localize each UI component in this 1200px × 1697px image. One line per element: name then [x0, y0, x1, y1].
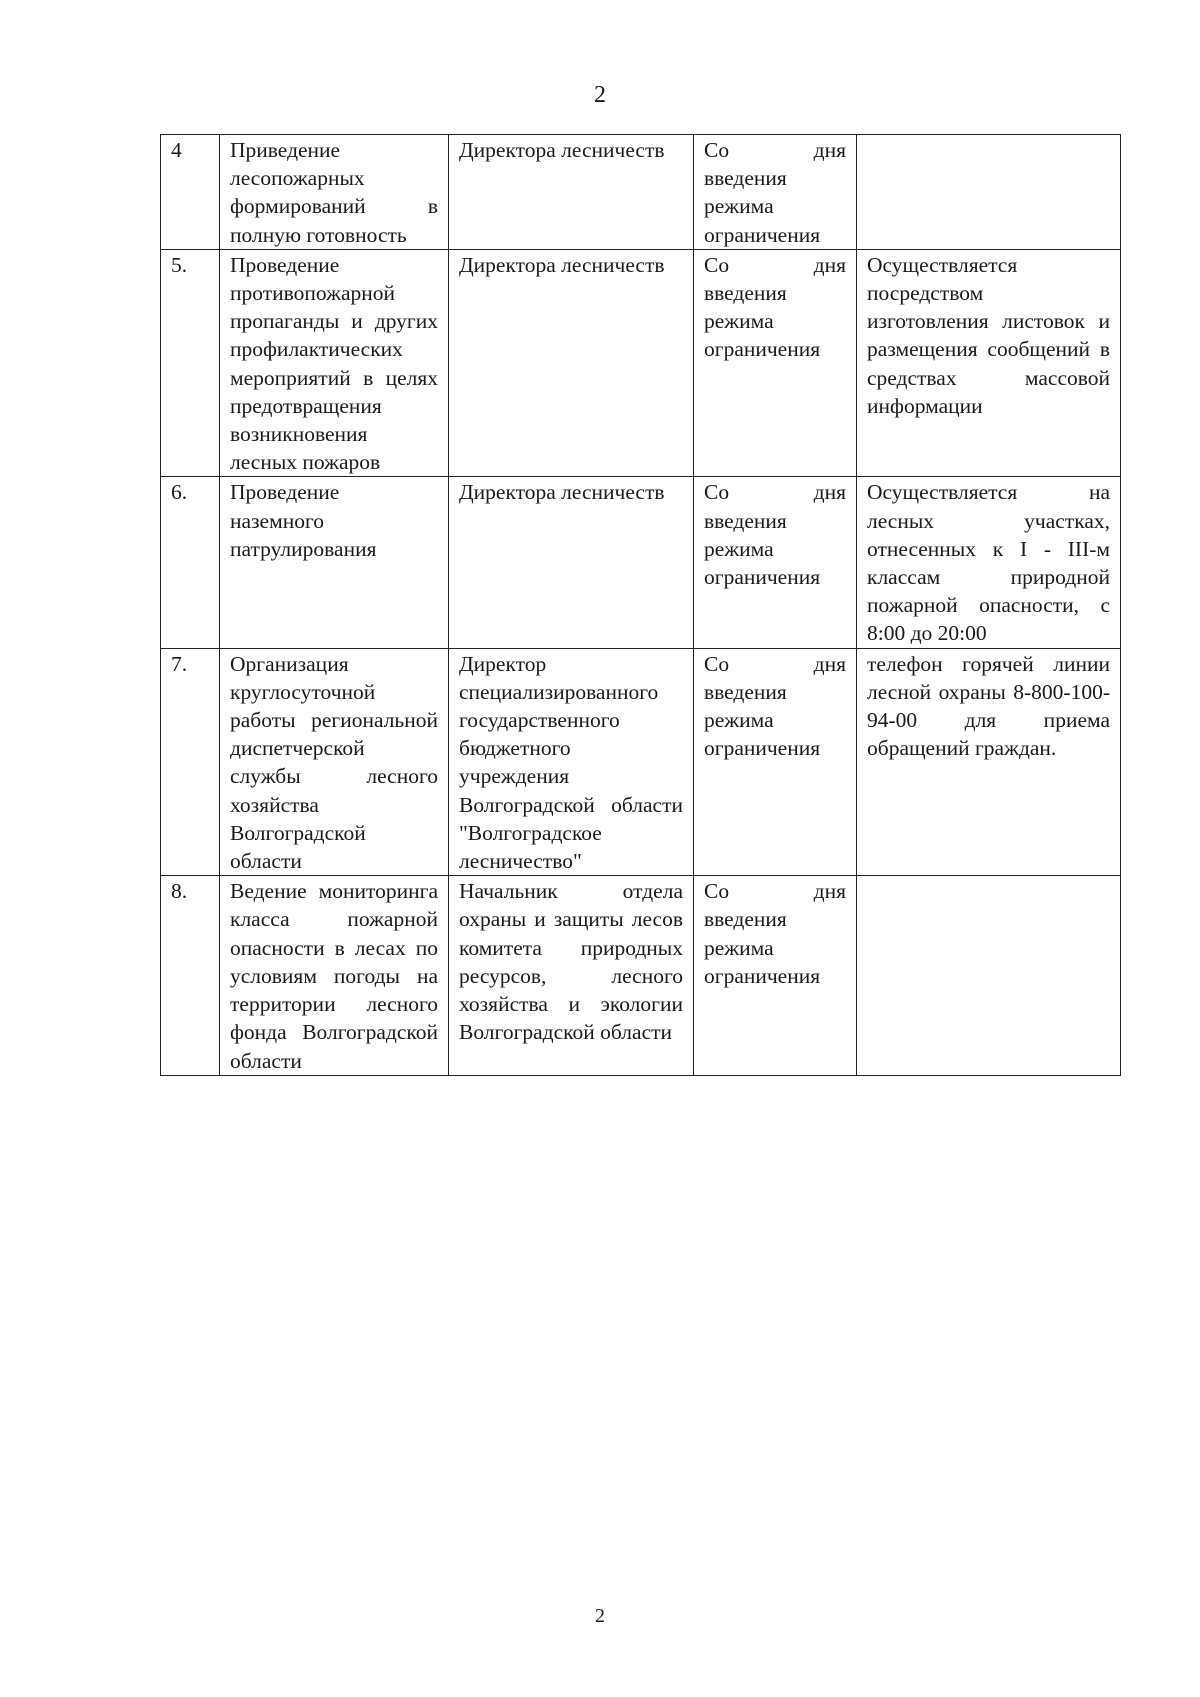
responsible-text: Начальник отдела охраны и защиты лесов комитета природных ресурсов, лесного хозяйства и экологии Волгоградской области — [459, 879, 683, 1045]
table-row — [161, 135, 1121, 250]
table-row — [161, 648, 1121, 876]
note-cell — [857, 249, 1121, 477]
term-text: Со дня введения режима ограничения — [704, 879, 846, 988]
row-number-cell — [161, 477, 220, 648]
measure-cell — [220, 477, 449, 648]
row-number: 4 — [171, 138, 182, 162]
measure-text: Проведение наземного патрулирования — [230, 480, 377, 561]
responsible-cell — [449, 876, 694, 1075]
term-cell — [694, 135, 857, 250]
measure-text: Организация круглосуточной работы региональной диспетчерской службы лесного хозяйства Волгоградской области — [230, 651, 438, 874]
note-text: Осуществляется посредством изготовления листовок и размещения сообщений в средствах массовой информации — [867, 252, 1110, 418]
term-text: Со дня введения режима ограничения — [704, 480, 846, 590]
measure-cell — [220, 648, 449, 876]
row-number-cell — [161, 876, 220, 1075]
page-number-bottom: 2 — [595, 1605, 605, 1627]
responsible-text: Директора лесничеств — [459, 138, 665, 162]
row-number: 8. — [171, 879, 188, 904]
note-text: Осуществляется на лесных участках, отнесенных к I - III-м классам природной пожарной опасности, с 8:00 до 20:00 — [867, 480, 1110, 646]
table-row — [161, 249, 1121, 477]
responsible-text: Директора лесничеств — [459, 252, 665, 277]
note-cell — [857, 648, 1121, 876]
responsible-cell — [449, 135, 694, 250]
row-number: 7. — [171, 651, 188, 676]
measure-text: Ведение мониторинга класса пожарной опасности в лесах по условиям погоды на территории лесного фонда Волгоградской области — [230, 879, 438, 1073]
term-cell — [694, 648, 857, 876]
row-number: 6. — [171, 480, 188, 505]
measure-text: Проведение противопожарной пропаганды и других профилактических мероприятий в целях предотвращения возникновения лесных пожаров — [230, 252, 438, 475]
row-number: 5. — [171, 252, 188, 277]
responsible-text: Директора лесничеств — [459, 480, 665, 505]
measures-table — [160, 134, 1121, 1076]
row-number-cell — [161, 249, 220, 477]
term-cell — [694, 249, 857, 477]
measure-cell — [220, 135, 449, 250]
table-row — [161, 876, 1121, 1075]
responsible-text: Директор специализированного государственного бюджетного учреждения Волгоградской области "Волгоградское лесничество" — [459, 651, 683, 874]
note-cell — [857, 477, 1121, 648]
term-text: Со дня введения режима ограничения — [704, 252, 846, 362]
note-cell — [857, 135, 1121, 250]
responsible-cell — [449, 648, 694, 876]
term-cell — [694, 477, 857, 648]
term-text: Со дня введения режима ограничения — [704, 651, 846, 761]
measure-text: Приведение лесопожарных формирований в полную готовность — [230, 138, 438, 247]
term-text: Со дня введения режима ограничения — [704, 138, 846, 247]
note-text: телефон горячей линии лесной охраны 8-800-100-94-00 для приема обращений граждан. — [867, 651, 1110, 761]
row-number-cell — [161, 135, 220, 250]
table-row — [161, 477, 1121, 648]
row-number-cell — [161, 648, 220, 876]
responsible-cell — [449, 249, 694, 477]
responsible-cell — [449, 477, 694, 648]
term-cell — [694, 876, 857, 1075]
page-number-top: 2 — [594, 82, 606, 108]
measure-cell — [220, 876, 449, 1075]
measure-cell — [220, 249, 449, 477]
note-cell — [857, 876, 1121, 1075]
